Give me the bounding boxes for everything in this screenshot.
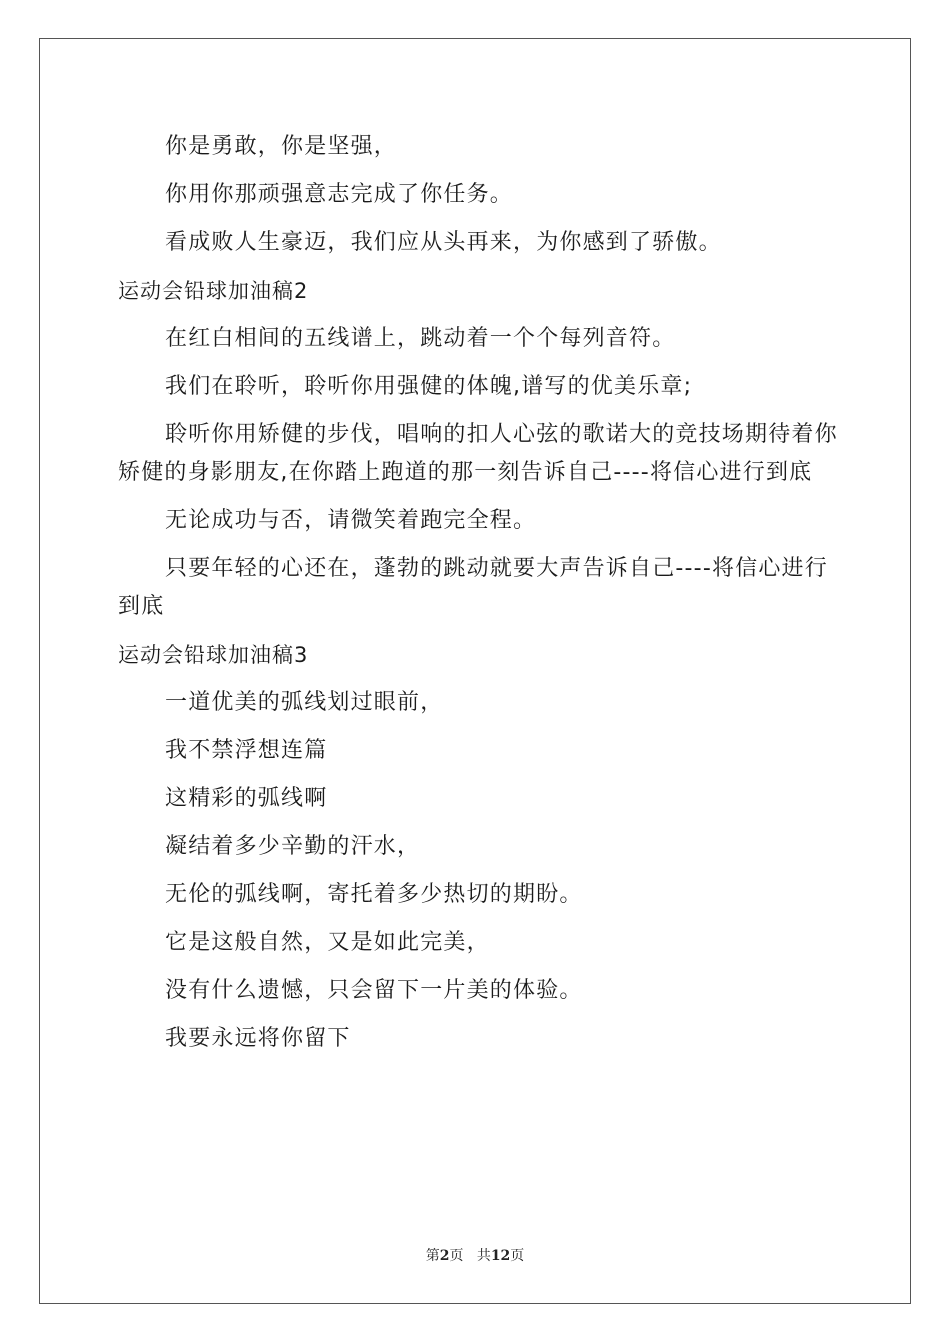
paragraph: 没有什么遗憾，只会留下一片美的体验。 <box>165 978 583 1003</box>
paragraph: 聆听你用矫健的步伐，唱响的扣人心弦的歌诺大的竞技场期待着你矫健的身影朋友,在你踏上跑道的那一刻告诉自己----将信心进行到底 <box>118 422 838 485</box>
footer-total-suffix: 页 <box>510 1248 525 1264</box>
paragraph: 在红白相间的五线谱上，跳动着一个个每列音符。 <box>165 326 676 351</box>
footer-total-prefix: 共 <box>476 1248 491 1264</box>
footer-prefix: 第 <box>425 1248 440 1264</box>
paragraph: 我要永远将你留下 <box>165 1026 351 1051</box>
paragraph: 一道优美的弧线划过眼前， <box>165 690 444 715</box>
paragraph: 我不禁浮想连篇 <box>165 738 328 763</box>
section-heading: 运动会铅球加油稿3 <box>118 643 309 667</box>
document-body <box>118 128 838 1068</box>
paragraph: 它是这般自然，又是如此完美， <box>165 930 490 955</box>
paragraph: 你是勇敢，你是坚强， <box>165 134 398 159</box>
paragraph: 看成败人生豪迈，我们应从头再来，为你感到了骄傲。 <box>165 230 722 255</box>
paragraph: 无论成功与否，请微笑着跑完全程。 <box>165 508 537 533</box>
footer-total-pages: 12 <box>490 1248 511 1264</box>
paragraph: 只要年轻的心还在，蓬勃的跳动就要大声告诉自己----将信心进行到底 <box>118 556 828 619</box>
paragraph: 我们在聆听，聆听你用强健的体魄,谱写的优美乐章; <box>165 374 693 399</box>
paragraph: 无伦的弧线啊，寄托着多少热切的期盼。 <box>165 882 583 907</box>
paragraph: 你用你那顽强意志完成了你任务。 <box>165 182 514 207</box>
section-heading: 运动会铅球加油稿2 <box>118 279 309 303</box>
footer-page-suffix: 页 <box>449 1248 464 1264</box>
footer-page-number: 2 <box>439 1248 450 1264</box>
paragraph: 这精彩的弧线啊 <box>165 786 328 811</box>
paragraph: 凝结着多少辛勤的汗水， <box>165 834 421 859</box>
page-footer <box>0 1245 950 1265</box>
